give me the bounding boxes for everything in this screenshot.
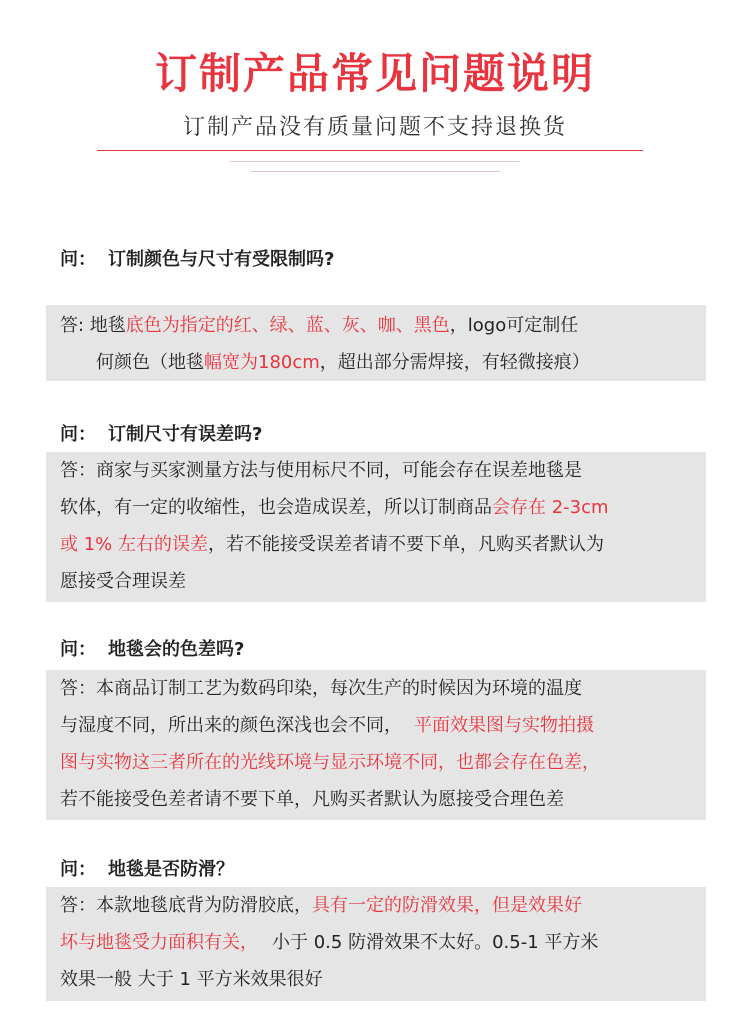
answer-line xyxy=(60,961,696,998)
question-mark: 问： xyxy=(60,249,96,270)
answer-line xyxy=(60,452,696,489)
question-text: 地毯是否防滑？ xyxy=(108,859,234,880)
decorative-line xyxy=(230,161,520,162)
answer-line xyxy=(60,526,696,563)
answer-text: 小于 0.5 防滑效果不太好。0.5-1 平方米 xyxy=(272,932,599,953)
answer-text: ，超出部分需焊接，有轻微接痕） xyxy=(319,352,590,373)
question-mark: 问： xyxy=(60,424,96,445)
faq-question xyxy=(60,857,234,883)
answer-line xyxy=(60,670,696,707)
question-text: 地毯会的色差吗? xyxy=(108,639,245,660)
answer-text: 软体，有一定的收缩性，也会造成误差，所以订制商品 xyxy=(60,497,492,518)
answer-highlight: 或 1% 左右的误差 xyxy=(60,534,208,555)
answer-line xyxy=(60,707,696,744)
answer-text: 答：本款地毯底背为防滑胶底， xyxy=(60,895,312,916)
faq-question xyxy=(60,637,244,663)
answer-line xyxy=(60,887,696,924)
answer-highlight: 坏与地毯受力面积有关， xyxy=(60,932,258,953)
answer-line xyxy=(60,744,696,781)
answer-box xyxy=(46,452,706,602)
answer-text: 答：本商品订制工艺为数码印染，每次生产的时候因为环境的温度 xyxy=(60,678,582,699)
answer-box xyxy=(46,670,706,820)
answer-highlight: 平面效果图与实物拍摄 xyxy=(414,715,594,736)
answer-line xyxy=(60,781,696,818)
answer-box xyxy=(46,305,706,381)
answer-line xyxy=(60,489,696,526)
decorative-line xyxy=(250,171,500,172)
answer-text: 愿接受合理误差 xyxy=(60,571,186,592)
title-divider xyxy=(97,150,643,151)
answer-line xyxy=(60,924,696,961)
faq-question xyxy=(60,247,334,273)
answer-text: 何颜色（地毯 xyxy=(96,352,204,373)
page-subtitle: 订制产品没有质量问题不支持退换货 xyxy=(182,115,567,140)
faq-question xyxy=(60,422,262,448)
question-mark: 问： xyxy=(60,639,96,660)
answer-text: 若不能接受色差者请不要下单，凡购买者默认为愿接受合理色差 xyxy=(60,789,564,810)
answer-highlight: 具有一定的防滑效果，但是效果好 xyxy=(312,895,582,916)
answer-line xyxy=(60,344,696,381)
answer-highlight: 会存在 2-3cm xyxy=(492,497,609,518)
answer-text: ，logo可定制任 xyxy=(449,315,579,336)
question-text: 订制颜色与尺寸有受限制吗? xyxy=(108,249,335,270)
answer-text: 答: 地毯 xyxy=(60,315,126,336)
answer-text: 与湿度不同，所出来的颜色深浅也会不同， xyxy=(60,715,402,736)
page-title: 订制产品常见问题说明 xyxy=(154,49,595,98)
question-mark: 问： xyxy=(60,859,96,880)
answer-line xyxy=(60,307,696,344)
answer-line xyxy=(60,563,696,600)
answer-highlight: 幅宽为180cm xyxy=(204,352,320,373)
answer-box xyxy=(46,887,706,1001)
answer-text: 效果一般 大于 1 平方米效果很好 xyxy=(60,969,323,990)
question-text: 订制尺寸有误差吗? xyxy=(108,424,263,445)
answer-highlight: 图与实物这三者所在的光线环境与显示环境不同，也都会存在色差， xyxy=(60,752,600,773)
answer-text: ，若不能接受误差者请不要下单，凡购买者默认为 xyxy=(208,534,604,555)
answer-highlight: 底色为指定的红、绿、蓝、灰、咖、黑色 xyxy=(125,315,450,336)
answer-text: 答：商家与买家测量方法与使用标尺不同，可能会存在误差地毯是 xyxy=(60,460,582,481)
